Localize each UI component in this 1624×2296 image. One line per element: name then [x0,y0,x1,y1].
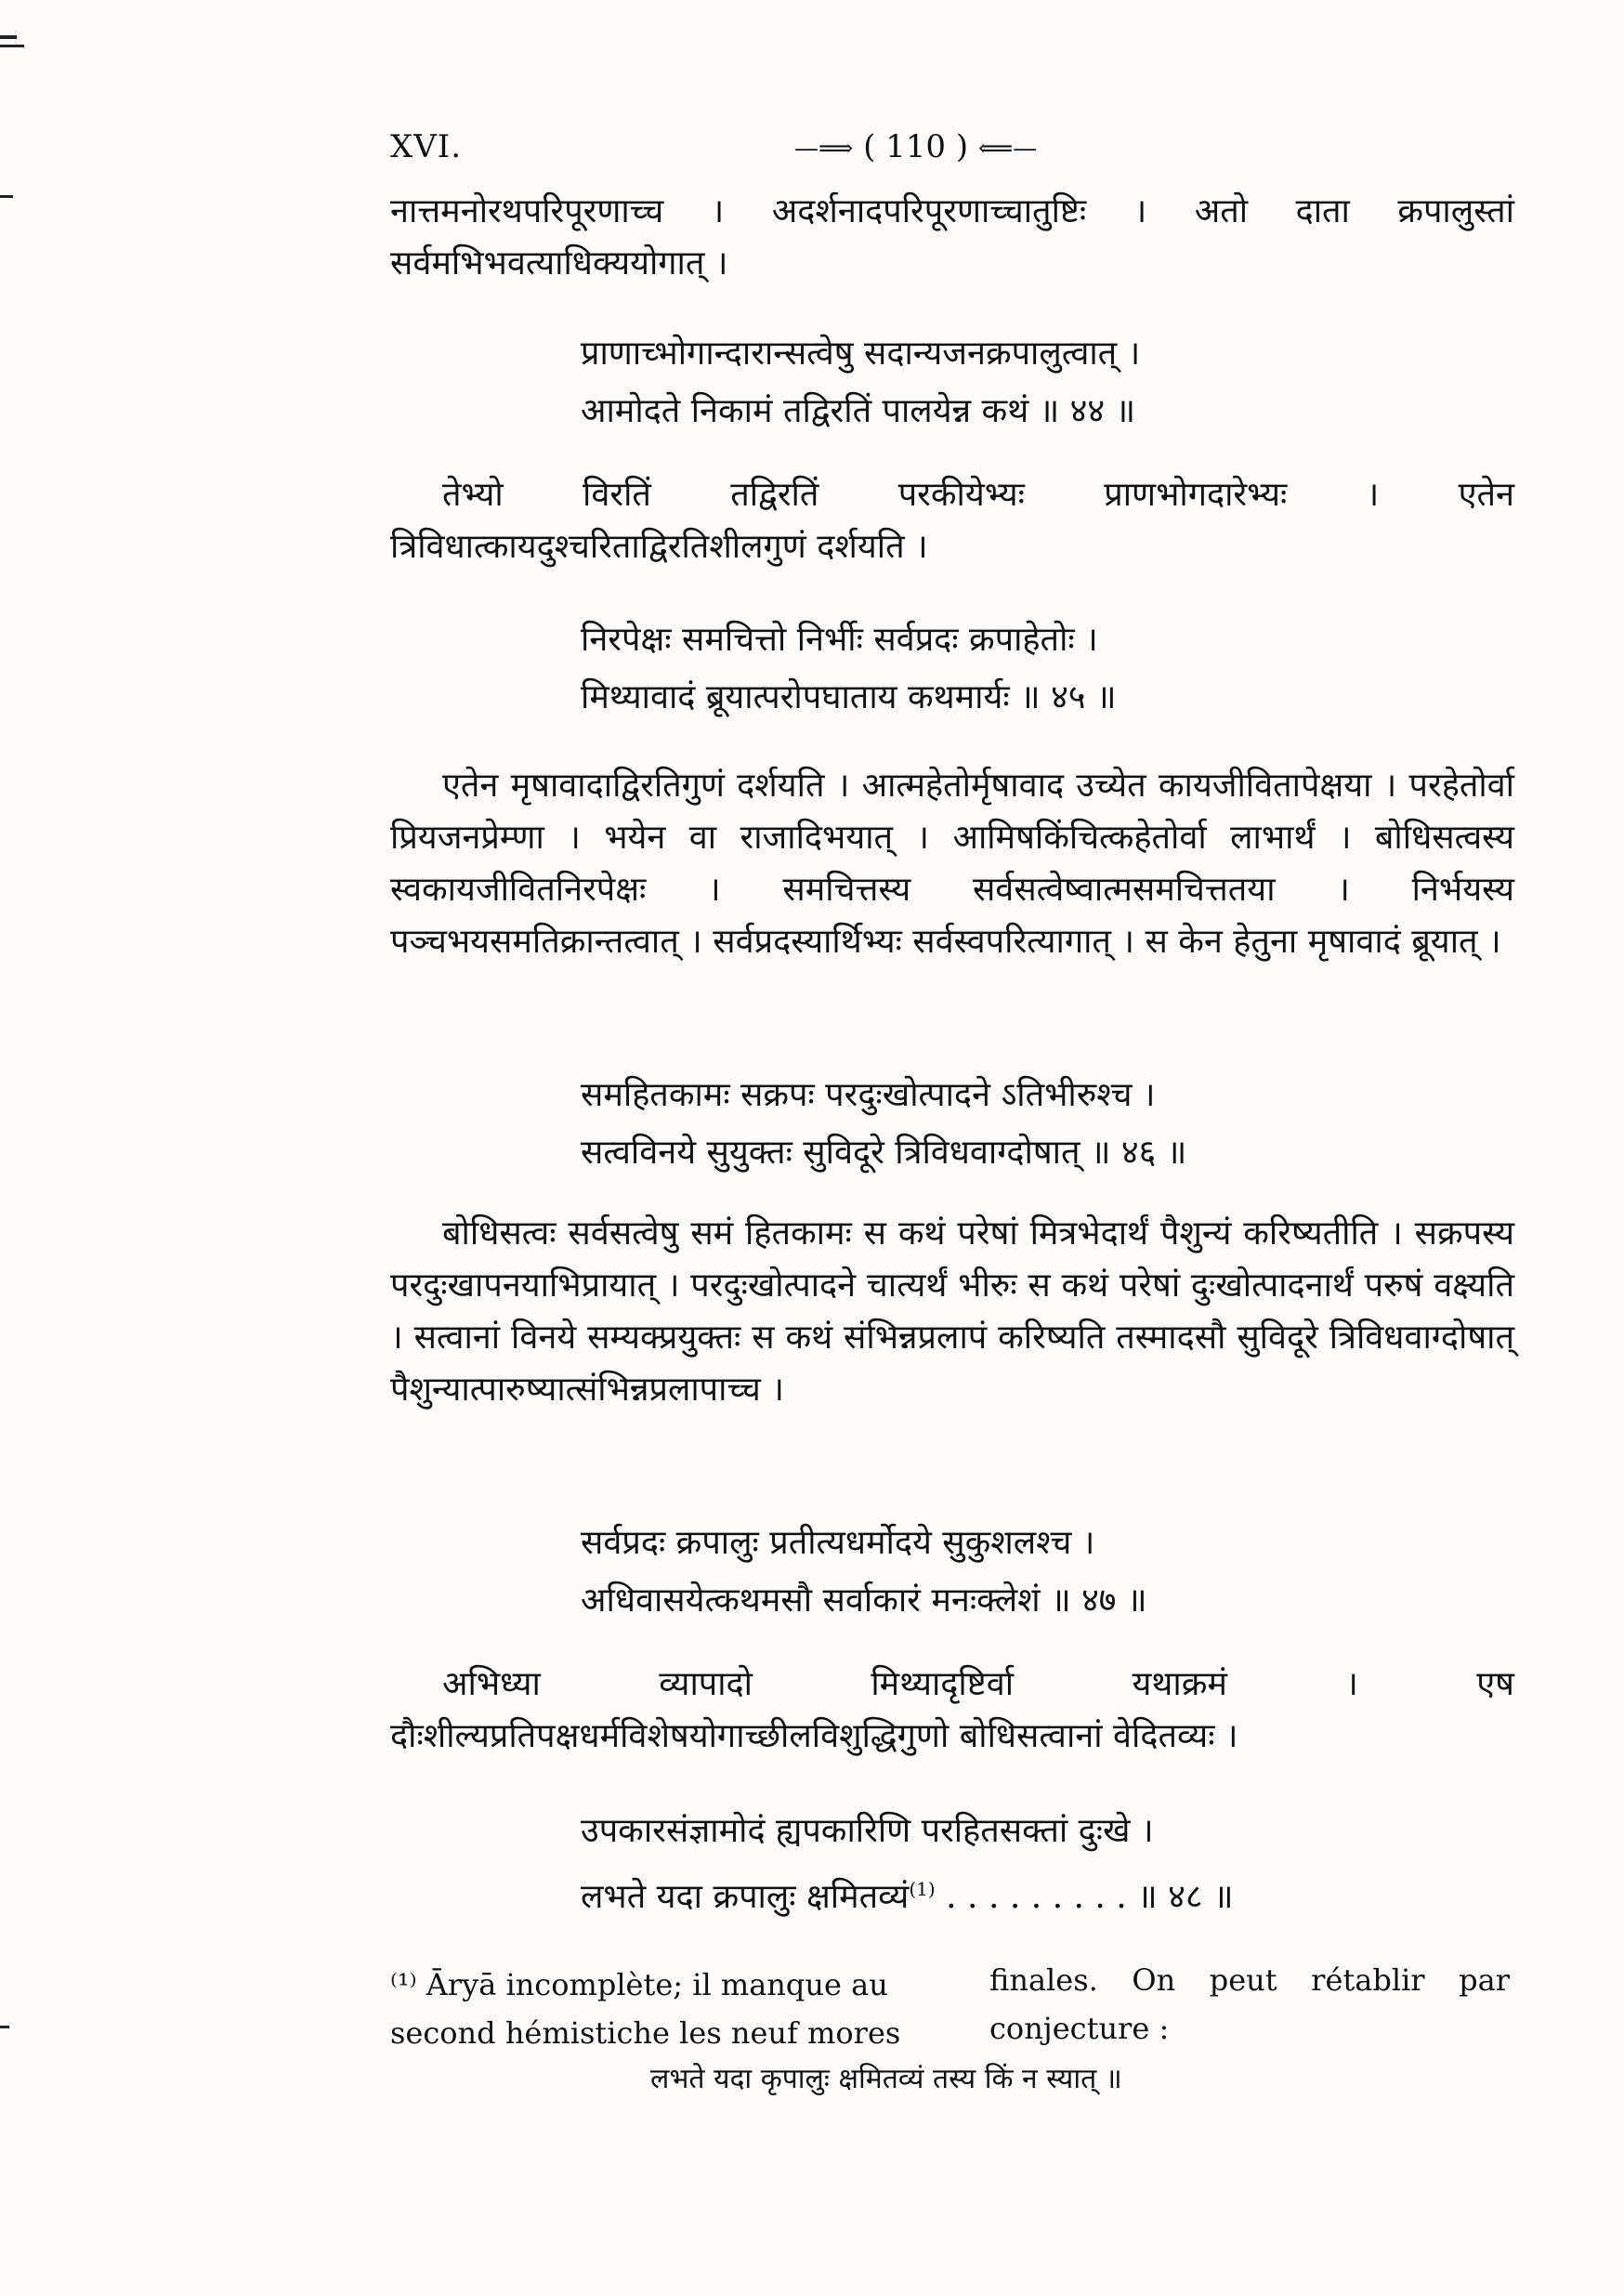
scan-mark [0,45,24,47]
scan-mark [0,35,17,39]
verse-45-line-2: मिथ्यावादं ब्रूयात्परोपघाताय कथमार्यः ॥ ४५ ॥ [581,678,1117,716]
scan-mark [0,2026,9,2028]
section-number: XVI. [390,128,462,165]
ornament-left: —⟹ [794,135,854,163]
verse-46 [581,1067,1510,1182]
footnote-left: ⁽¹⁾ Āryā incomplète; il manque au second hémistiche les neuf mores [390,1967,901,2051]
page-number [794,128,1037,165]
verse-44-line-1: प्राणाच्भोगान्दारान्सत्वेषु सदान्यजनक्रपालुत्वात् । [581,335,1141,373]
verse-47-line-2: अधिवासयेत्कथमसौ सर्वाकारं मनःक्लेशं ॥ ४७ ॥ [581,1581,1147,1620]
verse-46-line-1: समहितकामः सक्रपः परदुःखोत्पादने ऽतिभीरुश्च । [581,1076,1156,1114]
verse-47-line-1: सर्वप्रदः क्रपालुः प्रतीत्यधर्मोदये सुकुशलश्च । [581,1524,1095,1562]
ornament-right: ⟸— [977,135,1038,163]
footnote-marker: (1) [909,1878,936,1900]
page-header [390,128,1514,175]
verse-48-ellipsis: . . . . . . . . . ॥ ४८ ॥ [946,1878,1234,1916]
verse-46-line-2: सत्वविनये सुयुक्तः सुविदूरे त्रिविधवाग्दोषात् ॥ ४६ ॥ [581,1134,1187,1172]
verse-47 [581,1515,1510,1630]
paragraph-2: तेभ्यो विरतिं तद्विरतिं परकीयेभ्यः प्राणभोगदारेभ्यः । एतेन त्रिविधात्कायदुश्चरिताद्विरतिशीलगुणं दर्शयति । [390,476,1514,566]
page-number-value: ( 110 ) [863,128,969,165]
verse-48-line-2 [581,1860,1510,1926]
footnote-verse: लभते यदा कृपालुः क्षमितव्यं तस्य किं न स्यात् ॥ [650,2063,1122,2095]
verse-44-line-2: आमोदते निकामं तद्विरतिं पालयेन्न कथं ॥ ४४ ॥ [581,392,1136,430]
paragraph-5: अभिध्या व्यापादो मिथ्यादृष्टिर्वा यथाक्रमं । एष दौःशील्यप्रतिपक्षधर्मविशेषयोगाच्छीलविशुद्धिगुणो बोधिसत्वानां वेदितव्यः । [390,1665,1514,1755]
verse-48-line-1: उपकारसंज्ञामोदं ह्यपकारिणि परहितसक्तां दुःखे । [581,1812,1154,1850]
paragraph-4: बोधिसत्वः सर्वसत्वेषु समं हितकामः स कथं परेषां मित्रभेदार्थं पैशुन्यं करिष्यतीति । सक्रपस्य परदुःखापनयाभिप्रायात् । परदुःखोत्पादने चात्यर्थं भीरुः स कथं परेषां दुःखोत्पादनार्थं परुषं वक्ष्यति । सत्वानां विनये सम्यक्प्रयुक्तः स कथं संभिन्नप्रलापं करिष्यति तस्मादसौ सुविदूरे त्रिविधवाग्दोषात् पैशुन्यात्पारुष्यात्संभिन्नप्रलापाच्च । [390,1214,1514,1409]
footnote-right: finales. On peut rétablir par conjecture : [989,1962,1510,2046]
verse-48 [581,1803,1510,1926]
verse-44 [581,325,1510,440]
verse-48-text: लभते यदा क्रपालुः क्षमितव्यं [581,1878,910,1916]
paragraph-3: एतेन मृषावादाद्विरतिगुणं दर्शयति । आत्महेतोर्मृषावाद उच्येत कायजीवितापेक्षया । परहेतोर्वा प्रियजनप्रेम्णा । भयेन वा राजादिभयात् । आमिषकिंचित्कहेतोर्वा लाभार्थं । बोधिसत्वस्य स्वकायजीवितनिरपेक्षः । समचित्तस्य सर्वसत्वेष्वात्मसमचित्ततया । निर्भयस्य पञ्चभयसमतिक्रान्तत्वात् । सर्वप्रदस्यार्थिभ्यः सर्वस्वपरित्यागात् । स केन हेतुना मृषावादं ब्रूयात् । [390,767,1514,961]
verse-45-line-1: निरपेक्षः समचित्तो निर्भीः सर्वप्रदः क्रपाहेतोः । [581,621,1098,659]
paragraph-1: नात्तमनोरथपरिपूरणाच्च । अदर्शनादपरिपूरणाच्चातुष्टिः । अतो दाता क्रपालुस्तां सर्वमभिभवत्याधिक्ययोगात् । [390,192,1514,282]
scan-mark [0,195,13,198]
verse-45 [581,611,1510,727]
